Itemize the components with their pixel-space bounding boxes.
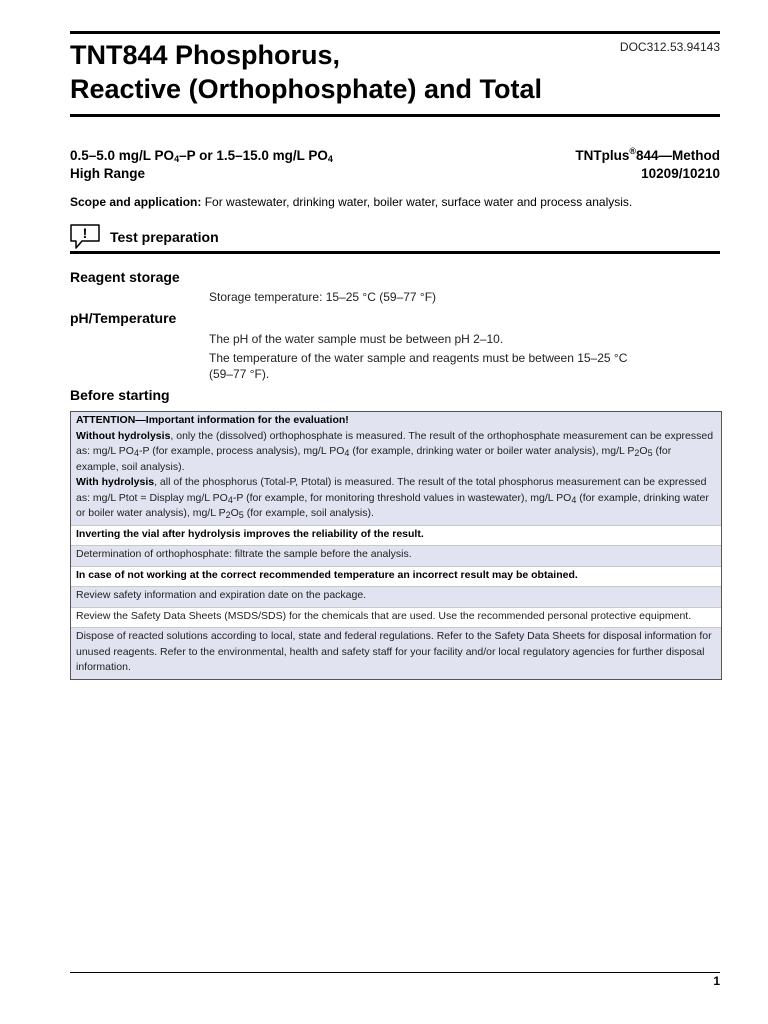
reagent-storage-heading: Reagent storage	[70, 269, 180, 285]
disposal-row: Dispose of reacted solutions according to local, state and federal regulations. Refer to the Safety Data Sheets for disposal information for unused reagents. Refer to the environmental, health and safety staff for your facility and/or local regulatory agencies for further disposal information.	[71, 627, 721, 679]
ph-temperature-heading: pH/Temperature	[70, 310, 177, 326]
attention-row	[71, 412, 721, 525]
footer-rule	[70, 972, 720, 973]
safety-review-row: Review safety information and expiration date on the package.	[71, 586, 721, 607]
sds-row: Review the Safety Data Sheets (MSDS/SDS) for the chemicals that are used. Use the recommended personal protective equipment.	[71, 607, 721, 628]
before-starting-heading: Before starting	[70, 387, 170, 403]
title-line-2: Reactive (Orthophosphate) and Total	[70, 74, 543, 104]
scope-and-application	[70, 195, 632, 209]
filtration-row: Determination of orthophosphate: filtrate the sample before the analysis.	[71, 545, 721, 566]
doc-number: DOC312.53.94143	[619, 40, 720, 54]
test-preparation-rule	[70, 251, 720, 254]
title-line-1: TNT844 Phosphorus,	[70, 40, 341, 70]
scope-label: Scope and application:	[70, 195, 202, 209]
method-info	[575, 147, 720, 183]
range-line: 0.5–5.0 mg/L $PO_4-P$ or 1.5–15.0 mg/L $PO_4$	[70, 148, 333, 164]
before-starting-table	[70, 411, 722, 680]
temperature-warning-row: In case of not working at the correct recommended temperature an incorrect result may be obtained.	[71, 566, 721, 587]
method-numbers: 10209/10210	[641, 166, 720, 181]
title-rule	[70, 114, 720, 117]
reagent-storage-text: Storage temperature: 15–25 °C (59–77 °F)	[209, 290, 437, 304]
range-label: High Range	[70, 166, 146, 181]
top-rule	[70, 31, 720, 34]
warning-notepad-icon	[70, 224, 102, 250]
with-hydrolysis-paragraph: With hydrolysis, all of the phosphorus (Total-P, Ptotal) is measured. The result of the total phosphorus measurement can be expressed as: mg/L Ptot = Display mg/L $PO_4-P$ (for example, for monitoring threshold values in wastewater), mg/L $PO_4$ (for example, drinking water or boiler water analysis), mg/L $P_2O_5$ (for example, soil analysis).	[76, 476, 709, 520]
ph-range-text: The pH of the water sample must be between pH 2–10.	[209, 332, 504, 346]
method-line: TNTplus®844—Method	[575, 146, 720, 163]
scope-text: For wastewater, drinking water, boiler water, surface water and process analysis.	[204, 195, 633, 209]
inverting-vial-row: Inverting the vial after hydrolysis improves the reliability of the result.	[71, 525, 721, 546]
without-hydrolysis-paragraph: Without hydrolysis, only the (dissolved) orthophosphate is measured. The result of the orthophosphate measurement can be expressed as: mg/L $PO_4-P$ (for example, process analysis), mg/L $PO_4$ (for example, drinking water or boiler water analysis), mg/L $P_2O_5$ (for example, soil analysis).	[76, 429, 714, 473]
test-preparation-heading: Test preparation	[110, 229, 219, 245]
attention-heading: ATTENTION—Important information for the evaluation!	[76, 414, 349, 426]
measurement-range	[70, 147, 333, 183]
temperature-range-text: The temperature of the water sample and reagents must be between 15–25 °C (59–77 °F).	[209, 351, 628, 381]
svg-text:!: !	[82, 225, 88, 241]
page-number: 1	[713, 974, 720, 988]
page-title	[70, 38, 610, 106]
